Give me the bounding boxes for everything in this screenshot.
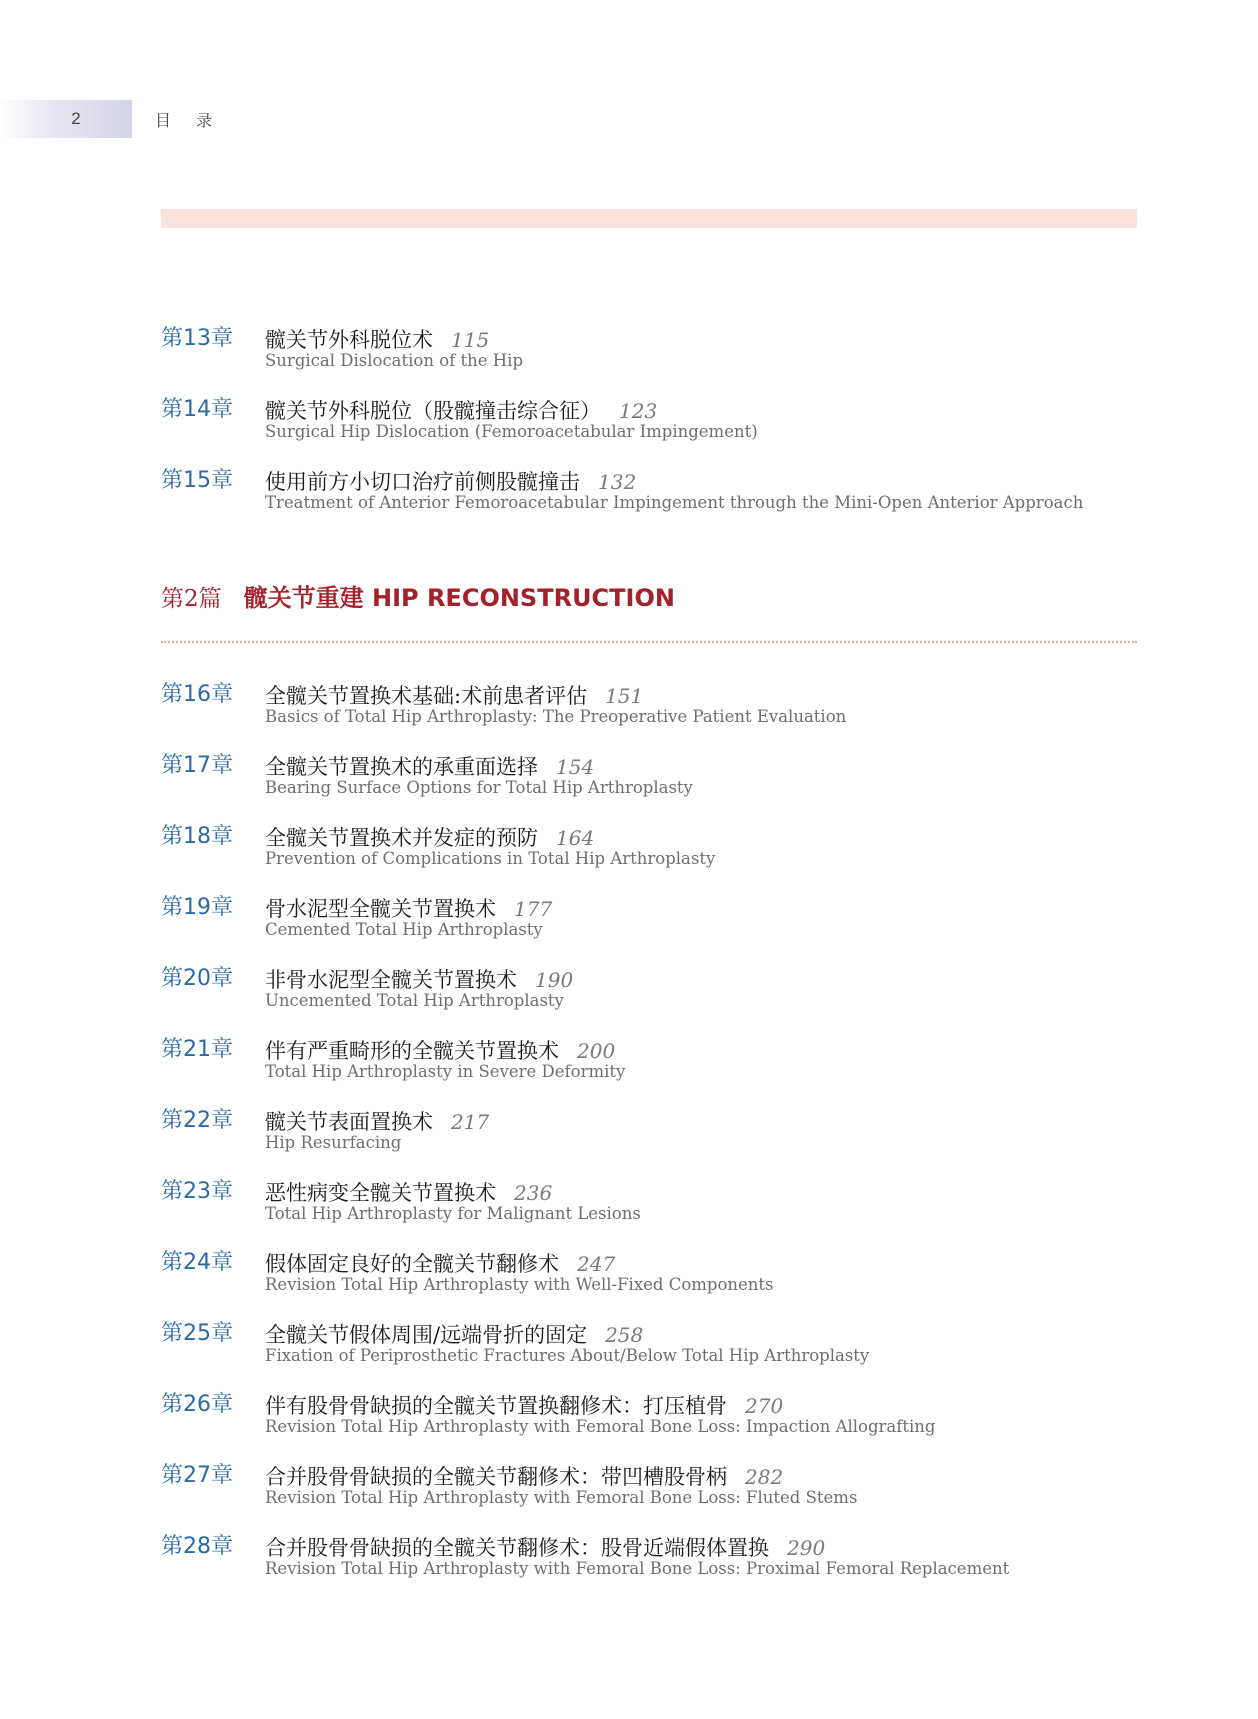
chapter-label: 第19章 [161, 895, 233, 920]
chapter-page-number: 270 [745, 1394, 784, 1418]
chapter-title-en: Surgical Dislocation of the Hip [265, 351, 524, 370]
chapter-title-en: Prevention of Complications in Total Hip Arthroplasty [265, 849, 716, 868]
page-number: 2 [71, 109, 81, 128]
chapter-page-number: 164 [556, 826, 595, 850]
chapter-label: 第15章 [161, 468, 233, 493]
chapter-label: 第26章 [161, 1392, 233, 1417]
chapter-label: 第21章 [161, 1037, 233, 1062]
chapter-page-number: 177 [514, 897, 553, 921]
chapter-label: 第24章 [161, 1250, 233, 1275]
chapter-title-zh: 合并股骨骨缺损的全髋关节翻修术：带凹槽股骨柄 [265, 1465, 727, 1489]
chapter-label: 第17章 [161, 753, 233, 778]
chapter-label: 第22章 [161, 1108, 233, 1133]
chapter-title-en: Hip Resurfacing [265, 1133, 402, 1152]
chapter-label: 第27章 [161, 1463, 233, 1488]
chapter-title-zh: 使用前方小切口治疗前侧股髋撞击 [265, 470, 580, 494]
running-head: 目 录 [155, 111, 223, 130]
chapter-title-zh: 非骨水泥型全髋关节置换术 [265, 968, 517, 992]
part-label: 第2篇 [161, 586, 222, 612]
chapter-title-zh: 合并股骨骨缺损的全髋关节翻修术：股骨近端假体置换 [265, 1536, 769, 1560]
chapter-page-number: 132 [598, 470, 637, 494]
chapter-page-number: 217 [451, 1110, 490, 1134]
chapter-page-number: 154 [556, 755, 595, 779]
chapter-page-number: 258 [605, 1323, 644, 1347]
chapter-title-en: Revision Total Hip Arthroplasty with Femoral Bone Loss: Impaction Allografting [265, 1417, 936, 1436]
chapter-title-zh: 伴有股骨骨缺损的全髋关节置换翻修术：打压植骨 [265, 1394, 727, 1418]
chapter-title-zh: 全髋关节置换术的承重面选择 [265, 755, 538, 779]
chapter-page-number: 123 [619, 399, 658, 423]
chapter-label: 第14章 [161, 397, 233, 422]
chapter-title-en: Bearing Surface Options for Total Hip Arthroplasty [265, 778, 693, 797]
chapter-title-en: Basics of Total Hip Arthroplasty: The Preoperative Patient Evaluation [265, 707, 847, 726]
chapter-label: 第13章 [161, 326, 233, 351]
chapter-page-number: 247 [577, 1252, 616, 1276]
chapter-title-zh: 假体固定良好的全髋关节翻修术 [265, 1252, 559, 1276]
chapter-label: 第25章 [161, 1321, 233, 1346]
chapter-title-en: Fixation of Periprosthetic Fractures About/Below Total Hip Arthroplasty [265, 1346, 870, 1365]
chapter-title-zh: 全髋关节置换术基础:术前患者评估 [265, 684, 588, 708]
chapter-label: 第16章 [161, 682, 233, 707]
chapter-title-en: Total Hip Arthroplasty in Severe Deformity [265, 1062, 626, 1081]
chapter-title-zh: 全髋关节假体周围/远端骨折的固定 [265, 1323, 588, 1347]
chapter-title-zh: 骨水泥型全髋关节置换术 [265, 897, 496, 921]
chapter-title-zh: 全髋关节置换术并发症的预防 [265, 826, 538, 850]
chapter-title-zh: 髋关节外科脱位术 [265, 328, 433, 352]
chapter-page-number: 151 [605, 684, 644, 708]
chapter-title-en: Cemented Total Hip Arthroplasty [265, 920, 543, 939]
chapter-page-number: 282 [745, 1465, 784, 1489]
chapter-label: 第28章 [161, 1534, 233, 1559]
chapter-title-en: Revision Total Hip Arthroplasty with Well-Fixed Components [265, 1275, 774, 1294]
chapter-title-zh: 伴有严重畸形的全髋关节置换术 [265, 1039, 559, 1063]
chapter-label: 第18章 [161, 824, 233, 849]
chapter-label: 第20章 [161, 966, 233, 991]
chapter-title-en: Uncemented Total Hip Arthroplasty [265, 991, 564, 1010]
chapter-title-en: Treatment of Anterior Femoroacetabular Impingement through the Mini-Open Anterior Approach [265, 493, 1084, 512]
chapter-title-zh: 髋关节外科脱位（股髋撞击综合征） [265, 399, 601, 423]
chapter-page-number: 200 [577, 1039, 616, 1063]
chapter-title-en: Revision Total Hip Arthroplasty with Femoral Bone Loss: Fluted Stems [265, 1488, 858, 1507]
chapter-title-en: Revision Total Hip Arthroplasty with Femoral Bone Loss: Proximal Femoral Replacement [265, 1559, 1010, 1578]
chapter-page-number: 236 [514, 1181, 553, 1205]
chapter-page-number: 115 [451, 328, 490, 352]
chapter-title-en: Total Hip Arthroplasty for Malignant Lesions [265, 1204, 641, 1223]
chapter-page-number: 290 [787, 1536, 826, 1560]
chapter-title-zh: 恶性病变全髋关节置换术 [265, 1181, 496, 1205]
chapter-label: 第23章 [161, 1179, 233, 1204]
chapter-title-en: Surgical Hip Dislocation (Femoroacetabular Impingement) [265, 422, 758, 441]
chapter-title-zh: 髋关节表面置换术 [265, 1110, 433, 1134]
chapter-page-number: 190 [535, 968, 574, 992]
part-divider [161, 641, 1137, 643]
part-heading [161, 578, 675, 613]
decorative-band [161, 209, 1137, 228]
part-title: 髋关节重建 HIP RECONSTRUCTION [243, 584, 675, 612]
